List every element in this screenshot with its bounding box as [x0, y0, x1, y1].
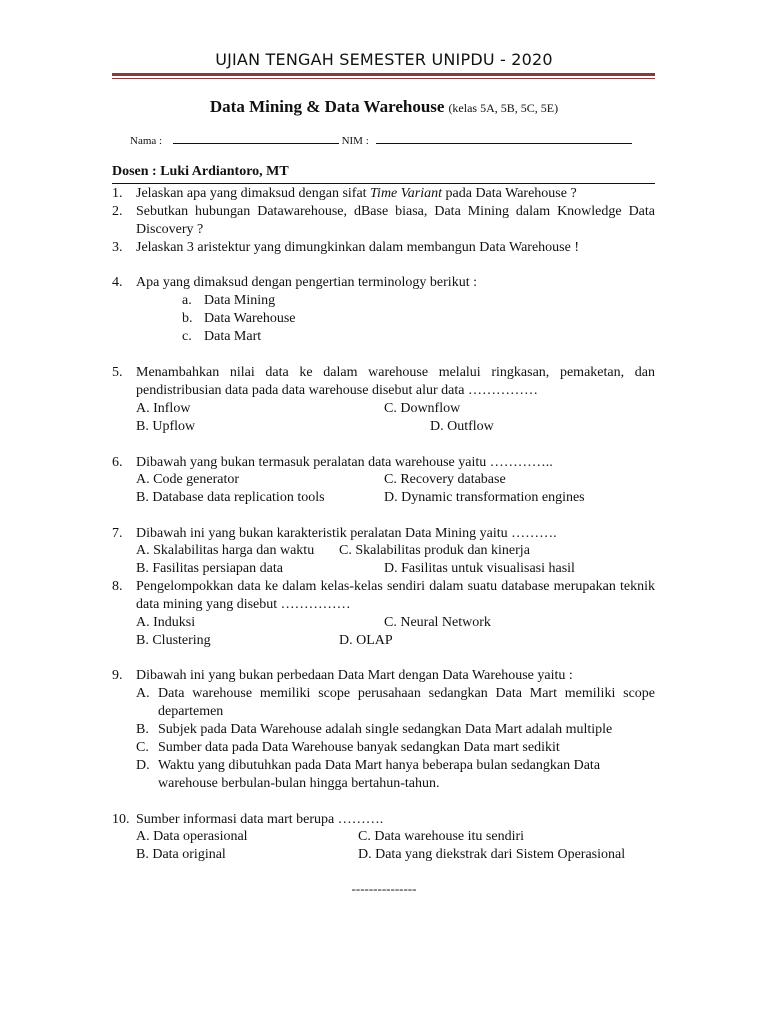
- option-text: Subjek pada Data Warehouse adalah single sedangkan Data Mart adalah multiple: [158, 722, 613, 737]
- question-10: Sumber informasi data mart berupa ……….: [136, 812, 384, 827]
- question-number: 7.: [112, 526, 123, 541]
- sub-item-text: Data Warehouse: [204, 311, 296, 326]
- option-d: D. Data yang diekstrak dari Sistem Operasional: [358, 847, 626, 862]
- question-number: 8.: [112, 579, 123, 594]
- option-b: B. Data original: [136, 847, 226, 862]
- sub-item-text: Data Mart: [204, 329, 262, 344]
- nama-label: Nama :: [130, 135, 163, 147]
- question-2: Sebutkan hubungan Datawarehouse, dBase biasa, Data Mining dalam Knowledge Data Discovery ?: [136, 204, 655, 237]
- option-d: D. Outflow: [430, 419, 494, 434]
- course-classes: (kelas 5A, 5B, 5C, 5E): [448, 101, 559, 115]
- question-4: Apa yang dimaksud dengan pengertian terminology berikut :: [136, 275, 477, 290]
- end-mark: ---------------: [351, 881, 417, 896]
- question-number: 5.: [112, 365, 123, 380]
- header-rule-thick: [112, 73, 655, 76]
- nama-field[interactable]: [173, 134, 339, 144]
- nim-label: NIM :: [341, 135, 369, 147]
- option-b: B. Upflow: [136, 419, 196, 434]
- identity-line: [130, 134, 632, 147]
- option-letter: C.: [136, 740, 149, 755]
- question-1-emphasis: Time Variant: [370, 186, 443, 201]
- option-a: A. Skalabilitas harga dan waktu: [136, 543, 315, 558]
- option-text: Waktu yang dibutuhkan pada Data Mart hanya beberapa bulan sedangkan Data warehouse berbulan-bulan hingga bertahun-tahun.: [158, 758, 601, 791]
- option-text: Sumber data pada Data Warehouse banyak sedangkan Data mart sedikit: [158, 740, 560, 755]
- question-number: 9.: [112, 668, 123, 683]
- option-a: A. Induksi: [136, 615, 196, 630]
- question-1: [136, 185, 577, 203]
- course-title: Data Mining & Data Warehouse: [209, 97, 445, 116]
- question-5: Menambahkan nilai data ke dalam warehouse melalui ringkasan, pemaketan, dan pendistribusian data pada data warehouse disebut alur data ……………: [136, 365, 655, 398]
- option-letter: B.: [136, 722, 149, 737]
- option-b: B. Clustering: [136, 633, 211, 648]
- question-1-pre: Jelaskan apa yang dimaksud dengan sifat: [136, 186, 371, 201]
- question-6: Dibawah yang bukan termasuk peralatan data warehouse yaitu …………..: [136, 455, 553, 470]
- question-number: 10.: [112, 812, 130, 827]
- course-title-line: [0, 97, 768, 117]
- question-number: 1.: [112, 186, 123, 201]
- question-8: Pengelompokkan data ke dalam kelas-kelas sendiri dalam suatu database merupakan teknik data mining yang disebut ……………: [136, 579, 655, 612]
- lecturer: Dosen : Luki Ardiantoro, MT: [112, 164, 289, 179]
- question-1-post: pada Data Warehouse ?: [442, 186, 577, 201]
- option-letter: A.: [136, 686, 150, 701]
- sub-item-text: Data Mining: [204, 293, 276, 308]
- lecturer-rule: [112, 183, 655, 184]
- exam-header-title: UJIAN TENGAH SEMESTER UNIPDU - 2020: [215, 50, 553, 69]
- option-text: Data warehouse memiliki scope perusahaan sedangkan Data Mart memiliki scope departemen: [158, 686, 655, 719]
- option-c: C. Recovery database: [384, 472, 506, 487]
- question-9: Dibawah ini yang bukan perbedaan Data Mart dengan Data Warehouse yaitu :: [136, 668, 573, 683]
- option-b: B. Fasilitas persiapan data: [136, 561, 283, 576]
- option-c: C. Neural Network: [384, 615, 491, 630]
- option-a: A. Inflow: [136, 401, 191, 416]
- question-number: 4.: [112, 275, 123, 290]
- option-b: B. Database data replication tools: [136, 490, 325, 505]
- option-letter: D.: [136, 758, 150, 773]
- option-c: C. Skalabilitas produk dan kinerja: [339, 543, 530, 558]
- header-rule-thin: [112, 78, 655, 79]
- sub-item-letter: a.: [182, 293, 192, 308]
- question-number: 2.: [112, 204, 123, 219]
- sub-item-letter: c.: [182, 329, 192, 344]
- question-number: 6.: [112, 455, 123, 470]
- option-d: D. OLAP: [339, 633, 393, 648]
- question-7: Dibawah ini yang bukan karakteristik peralatan Data Mining yaitu ……….: [136, 526, 557, 541]
- question-3: Jelaskan 3 aristektur yang dimungkinkan dalam membangun Data Warehouse !: [136, 240, 579, 255]
- option-d: D. Fasilitas untuk visualisasi hasil: [384, 561, 575, 576]
- option-c: C. Downflow: [384, 401, 461, 416]
- option-a: A. Code generator: [136, 472, 240, 487]
- option-c: C. Data warehouse itu sendiri: [358, 829, 525, 844]
- option-d: D. Dynamic transformation engines: [384, 490, 585, 505]
- sub-item-letter: b.: [182, 311, 193, 326]
- nim-field[interactable]: [376, 134, 632, 144]
- option-a: A. Data operasional: [136, 829, 248, 844]
- question-number: 3.: [112, 240, 123, 255]
